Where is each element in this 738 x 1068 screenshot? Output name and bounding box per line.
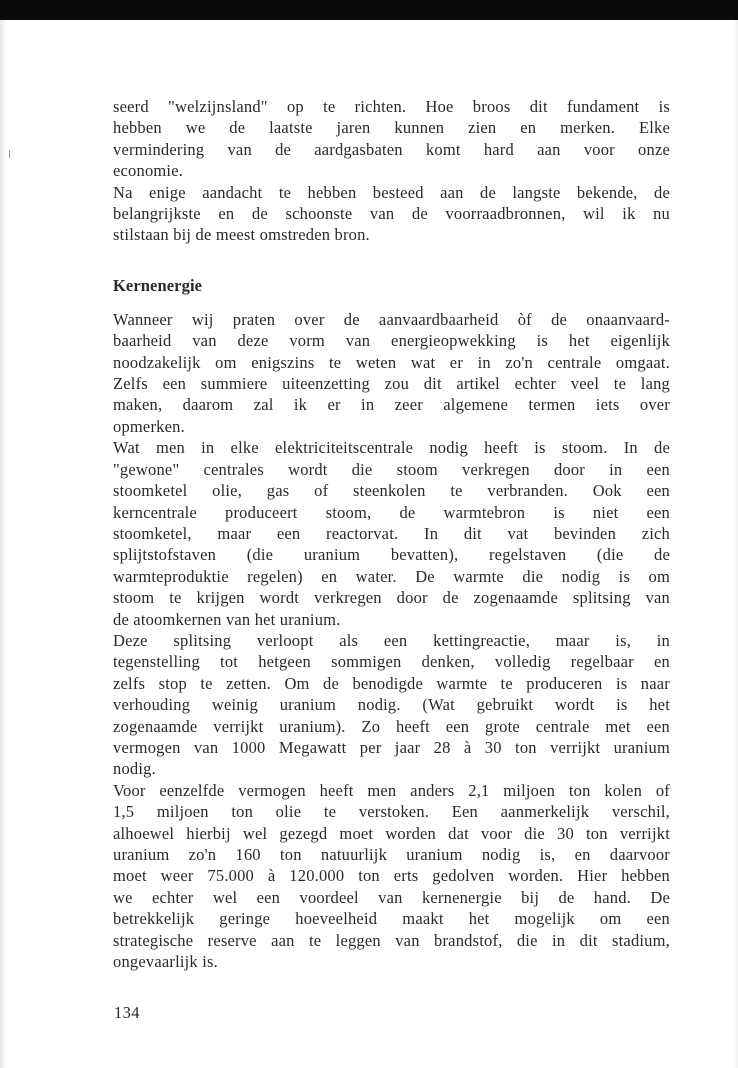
text-line: Zelfs een summiere uiteenzetting zou dit artikel echter veel te lang (113, 374, 670, 394)
text-line: Wanneer wij praten over de aanvaardbaarheid òf de onaanvaard- (113, 309, 670, 329)
text-line: uranium zo'n 160 ton natuurlijk uranium nodig is, en daarvoor (113, 845, 670, 864)
text-line: Wat men in elke elektriciteitscentrale nodig heeft is stoom. In de (113, 438, 670, 458)
text-line: stoomketel olie, gas of steenkolen te verbranden. Ook een (113, 481, 670, 501)
text-line: zogenaamde verrijkt uranium). Zo heeft een grote centrale met een (113, 716, 670, 736)
paragraph-5 (113, 630, 670, 780)
text-line: noodzakelijk om enigszins te weten wat er in zo'n centrale omgaat. (113, 352, 670, 372)
text-line: de atoomkernen van het uranium. (113, 609, 341, 629)
text-line: "gewone" centrales wordt die stoom verkregen door in een (113, 459, 670, 479)
text-line: belangrijkste en de schoonste van de voorraadbronnen, wil ik nu (113, 204, 670, 224)
text-line: betrekkelijk geringe hoeveelheid maakt het mogelijk om een (113, 909, 670, 929)
paragraph-6 (113, 780, 670, 973)
text-line: verhouding weinig uranium nodig. (Wat gebruikt wordt is het (113, 695, 670, 715)
text-line: 1,5 miljoen ton olie te verstoken. Een aanmerkelijk verschil, (113, 802, 670, 822)
scan-right-edge (734, 20, 738, 1068)
text-line: strategische reserve aan te leggen van brandstof, die in dit stadium, (113, 930, 670, 950)
text-line: stoom te krijgen wordt verkregen door de zogenaamde splitsing van (113, 588, 670, 608)
text-line: Na enige aandacht te hebben besteed aan de langste bekende, de (113, 182, 670, 202)
scan-top-border (0, 0, 738, 20)
text-line: stoomketel, maar een reactorvat. In dit vat bevinden zich (113, 523, 670, 543)
text-line: alhoewel hierbij wel gezegd moet worden dat voor die 30 ton verrijkt (113, 823, 670, 843)
text-line: tegenstelling tot hetgeen sommigen denken, volledig regelbaar en (113, 652, 670, 672)
text-line: warmteproduktie regelen) en water. De warmte die nodig is om (113, 566, 670, 586)
text-column (113, 96, 670, 972)
text-line: ongevaarlijk is. (113, 952, 218, 972)
page-number: 134 (114, 1003, 140, 1022)
paragraph-4 (113, 437, 670, 630)
text-line: economie. (113, 161, 184, 181)
text-line: opmerken. (113, 416, 185, 436)
text-line: stilstaan bij de meest omstreden bron. (113, 225, 370, 245)
text-line: zelfs stop te zetten. Om de benodigde warmte te produceren is naar (113, 673, 670, 693)
scan-margin-mark (9, 150, 10, 158)
text-line: Voor eenzelfde vermogen heeft men anders 2,1 miljoen ton kolen of (113, 780, 670, 800)
paragraph-2 (113, 182, 670, 246)
text-line: maken, daarom zal ik er in zeer algemene termen iets over (113, 395, 670, 415)
text-line: kerncentrale produceert stoom, de warmtebron is niet een (113, 502, 670, 522)
text-line: we echter wel een voordeel van kernenergie bij de hand. De (113, 887, 670, 907)
scan-left-edge (0, 20, 6, 1068)
text-line: vermogen van 1000 Megawatt per jaar 28 à 30 ton verrijkt uranium (113, 737, 670, 757)
text-line: seerd "welzijnsland" op te richten. Hoe broos dit fundament is (113, 97, 670, 116)
text-line: hebben we de laatste jaren kunnen zien en merken. Elke (113, 118, 670, 138)
text-line: splijtstofstaven (die uranium bevatten), regelstaven (die de (113, 545, 670, 565)
text-line: nodig. (113, 759, 156, 779)
paragraph-3 (113, 309, 670, 437)
section-heading: Kernenergie (113, 275, 203, 295)
text-line: Deze splitsing verloopt als een kettingreactie, maar is, in (113, 630, 670, 650)
text-line: vermindering van de aardgasbaten komt hard aan voor onze (113, 139, 670, 159)
text-line: moet weer 75.000 à 120.000 ton erts gedolven worden. Hier hebben (113, 866, 670, 886)
paragraph-1 (113, 96, 670, 182)
text-line: baarheid van deze vorm van energieopwekking is het eigenlijk (113, 331, 670, 351)
